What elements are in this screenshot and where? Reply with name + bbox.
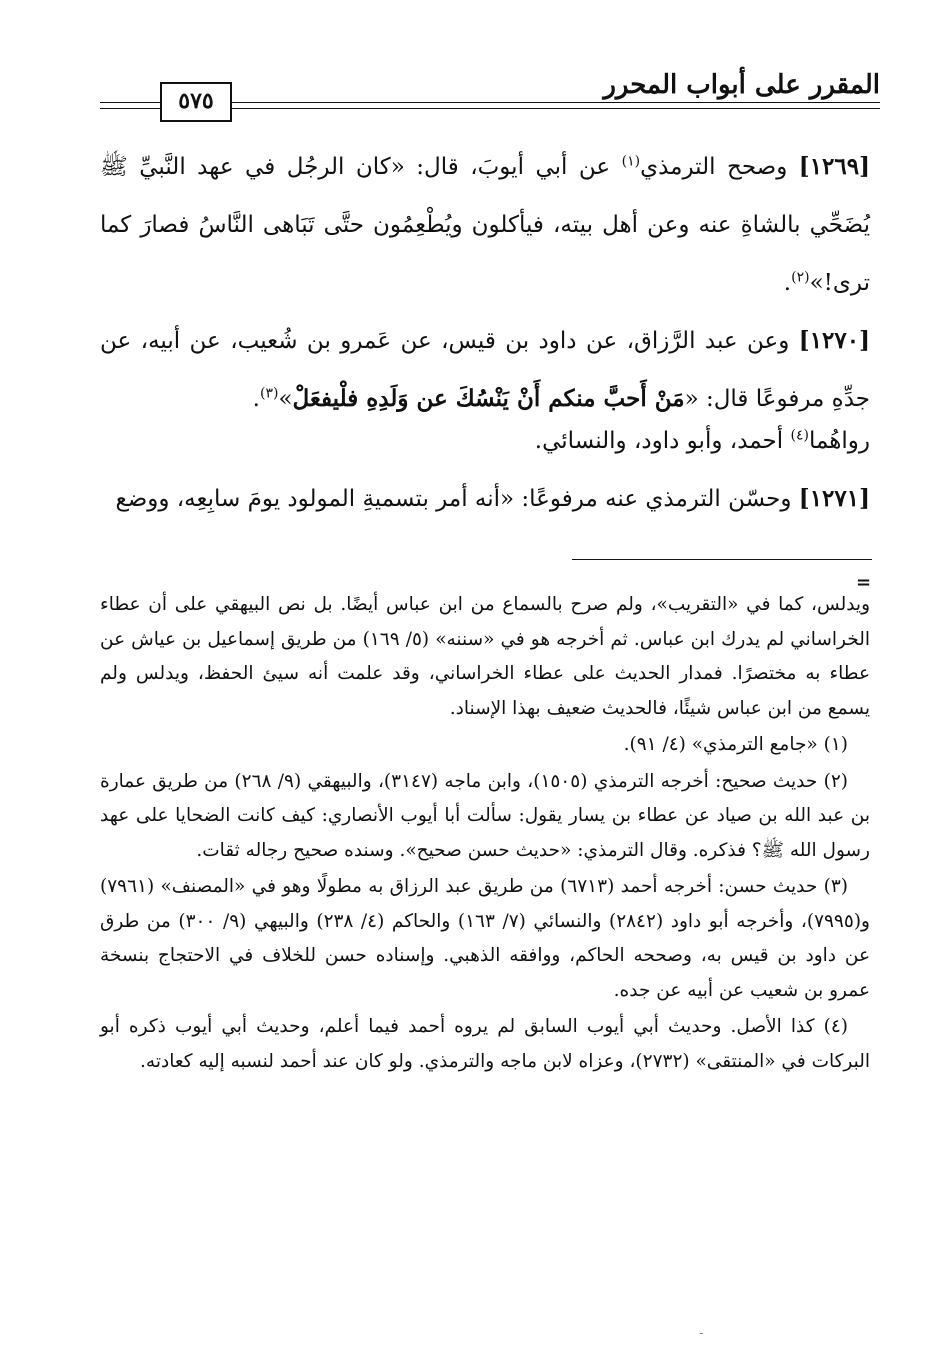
running-title: المقرر على أبواب المحرر [603, 70, 880, 100]
footnote-continued: ويدلس، كما في «التقريب»، ولم صرح بالسماع من ابن عباس أيضًا. بل نص البيهقي على أن عطاء الخراساني لم يدرك ابن عباس. ثم أخرجه هو في «سننه» (٥/ ١٦٩) من طريق إسماعيل بن عياش عن عطاء به مختصرًا. فمدار الحديث على عطاء الخراساني، وقد علمت أنه سيئ الحفظ، ويدلس ولم يسمع من ابن عباس شيئًا، فالحديث ضعيف بهذا الإسناد. [100, 594, 870, 719]
footnotes [100, 588, 870, 1081]
hadith-text: وصحح الترمذي [640, 154, 799, 180]
hadith-text: عن أبي أيوبَ، قال: «كان الرجُل في عهد النَّبيِّ ﷺ يُضَحِّي بالشاةِ عنه وعن أهل بيته، فيأكلون ويُطْعِمُون حتَّى تَبَاهى النَّاسُ فصارَ كما ترى!» [100, 154, 870, 296]
hadith-1270 [100, 312, 870, 428]
hadith-text: » [278, 386, 293, 412]
page-header [100, 68, 880, 118]
footnote-ref: (٣) [259, 385, 279, 402]
page-number: ٥٧٥ [160, 82, 232, 122]
hadith-1271 [100, 470, 870, 528]
hadith-text: وحسّن الترمذي عنه مرفوعًا: «أنه أمر بتسميةِ المولود يومَ سابِعِه، ووضع [115, 486, 799, 512]
hadith-text-end: . [783, 270, 792, 296]
footnote-2: (٢) حديث صحيح: أخرجه الترمذي (١٥٠٥)، وابن ماجه (٣١٤٧)، والبيهقي (٩/ ٢٦٨) من طريق عمارة بن عبد الله بن صياد عن عطاء بن يسار يقول: سألت أبا أيوب الأنصاري: كيف كانت الضحايا على عهد رسول الله ﷺ؟ فذكره. وقال الترمذي: «حديث حسن صحيح». وسنده صحيح رجاله ثقات. [100, 770, 870, 861]
hadith-number: [١٢٧١] [798, 485, 870, 512]
hadith-number: [١٢٦٩] [798, 153, 870, 180]
hadith-text-end: . [252, 386, 260, 412]
footnote-ref: (٤) [790, 427, 809, 444]
hadith-1270-attribution [100, 412, 870, 470]
footnote-separator [572, 559, 872, 560]
footnote-ref: (٢) [791, 269, 810, 286]
footnote-ref: (١) [621, 153, 641, 170]
footnote-continuation-mark: = [856, 572, 872, 593]
hadith-number: [١٢٧٠] [798, 327, 870, 354]
footnote-3: (٣) حديث حسن: أخرجه أحمد (٦٧١٣) من طريق عبد الرزاق به مطولًا وهو في «المصنف» (٧٩٦١) و(٧٩٩٥)، وأخرجه أبو داود (٢٨٤٢) والنسائي (٧/ ١٦٣) والحاكم (٤/ ٢٣٨) والبيهي (٩/ ٣٠٠) من طرق عن داود بن قيس به، وصححه الحاكم، ووافقه الذهبي. وإسناده حسن للخلاف في الاحتجاج بنسخة عمرو بن شعيب عن أبيه عن جده. [100, 876, 870, 1001]
attribution-text: أحمد، وأبو داود، والنسائي. [534, 428, 791, 454]
footnote-1: (١) «جامع الترمذي» (٤/ ٩١). [623, 734, 848, 755]
footnote-4: (٤) كذا الأصل. وحديث أبي أيوب السابق لم يروه أحمد فيما أعلم، وحديث أبي أيوب ذكره أبو البركات في «المنتقى» (٢٧٣٢)، وعزاه لابن ماجه والترمذي. ولو كان عند أحمد لنسبه إليه كعادته. [100, 1016, 870, 1072]
stray-mark: ـ [700, 1326, 703, 1337]
hadith-text: وعن عبد الرَّزاق، عن داود بن قيس، عن عَمرو بن شُعيب، عن أبيه، عن جدِّهِ مرفوعًا قال: « [100, 328, 870, 412]
attribution-text: رواهُما [808, 428, 870, 454]
hadith-1269 [100, 138, 870, 312]
prophetic-quote: مَنْ أَحبَّ منكم أَنْ يَنْسُكَ عن وَلَدِهِ فلْيفعَلْ [292, 385, 685, 412]
